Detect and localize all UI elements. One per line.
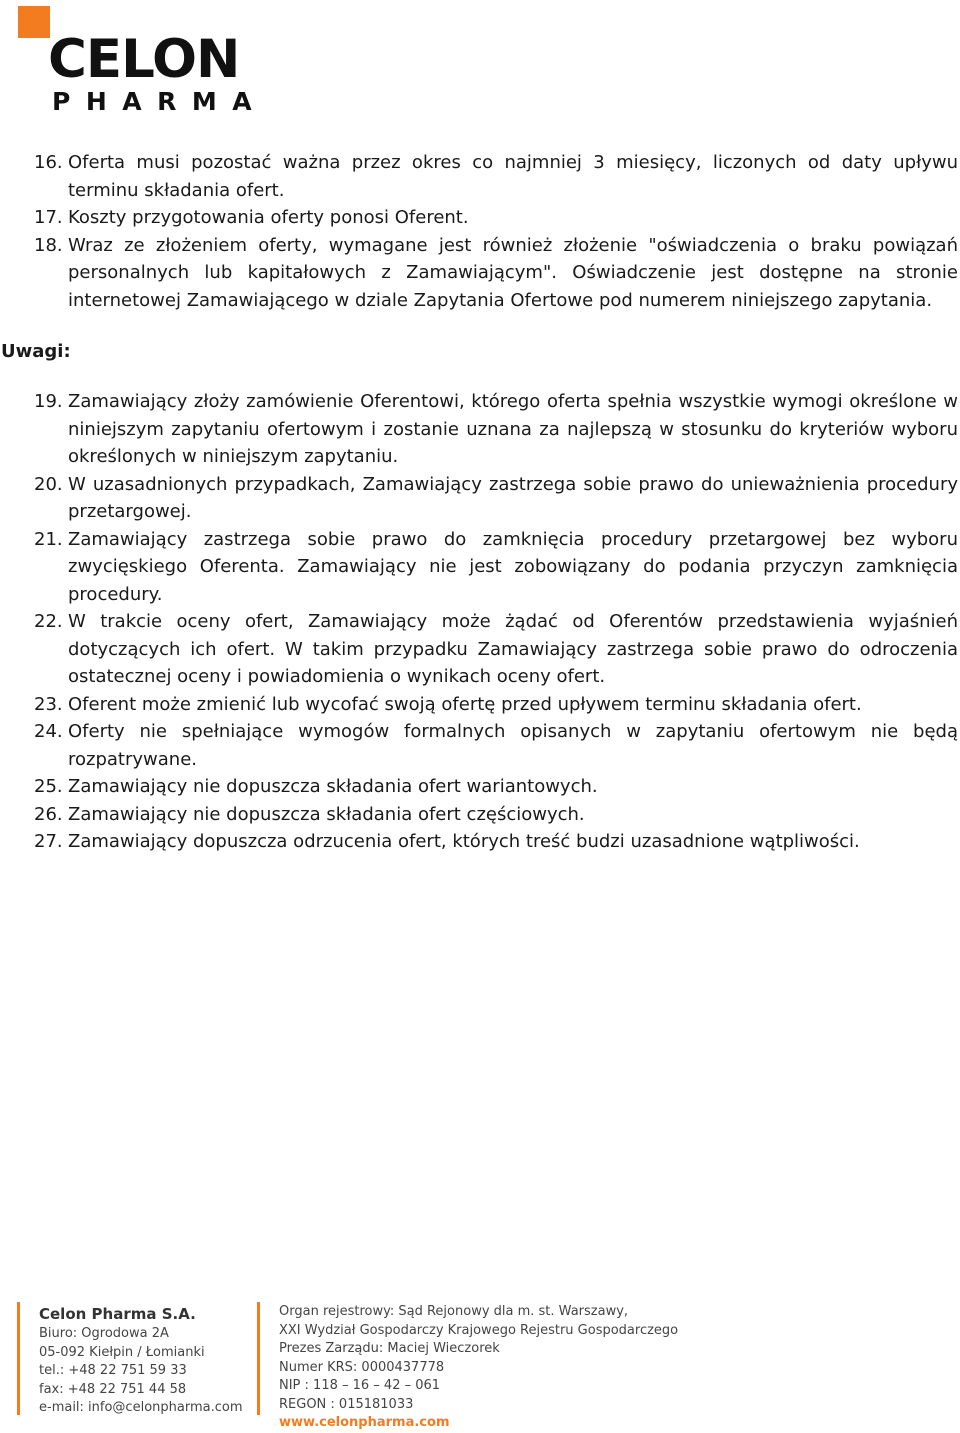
item-text: Zamawiający złoży zamówienie Oferentowi, którego oferta spełnia wszystkie wymogi określone w niniejszym zapytaniu ofertowym i zostanie uznana za najlepszą w stosunku do kryteriów wyboru określonych w niniejszym zapytaniu. (68, 391, 958, 467)
item-number: 24. (34, 721, 63, 742)
list-item (34, 801, 958, 829)
item-number: 26. (34, 803, 63, 825)
item-number: 23. (34, 693, 63, 715)
footer-office: Biuro: Ogrodowa 2A (39, 1326, 169, 1341)
item-text: Zamawiający dopuszcza odrzucenia ofert, których treść budzi uzasadnione wątpliwości. (68, 831, 860, 852)
logo-sub-text: PHARMA (52, 87, 268, 116)
footer-nip: NIP : 118 – 16 – 42 – 061 (279, 1378, 441, 1393)
item-number: 20. (34, 473, 63, 495)
item-text: Zamawiający nie dopuszcza składania ofert wariantowych. (68, 776, 598, 797)
list-item (34, 526, 958, 609)
item-number: 25. (34, 776, 63, 797)
item-text: W uzasadnionych przypadkach, Zamawiający zastrzega sobie prawo do unieważnienia procedury przetargowej. (68, 473, 958, 522)
list-item (34, 828, 958, 856)
list-item (34, 471, 958, 526)
conditions-list-top (34, 149, 958, 314)
section-heading-uwagi: Uwagi: (1, 341, 71, 362)
item-text: Oferta musi pozostać ważna przez okres co najmniej 3 miesięcy, liczonych od daty upływu terminu składania ofert. (68, 152, 958, 201)
list-item (34, 149, 958, 204)
logo-orange-square (18, 6, 50, 38)
footer-registry-info (279, 1303, 678, 1433)
conditions-list-bottom (34, 388, 958, 856)
footer-fax: fax: +48 22 751 44 58 (39, 1381, 187, 1397)
list-item (34, 204, 958, 232)
footer-website-link[interactable]: www.celonpharma.com (279, 1415, 450, 1430)
item-number: 21. (34, 528, 63, 550)
item-number: 16. (34, 152, 63, 173)
item-number: 17. (34, 207, 63, 228)
item-text: Wraz ze złożeniem oferty, wymagane jest również złożenie "oświadczenia o braku powiązań personalnych lub kapitałowych z Zamawiającym". Oświadczenie jest dostępne na stronie internetowej Zamawiającego w dziale Zapytania Ofertowe pod numerem niniejszego zapytania. (68, 234, 958, 311)
item-number: 27. (34, 831, 63, 852)
footer-city: 05-092 Kiełpin / Łomianki (39, 1344, 205, 1360)
footer-phone: tel.: +48 22 751 59 33 (39, 1363, 187, 1378)
footer-divider-left (17, 1302, 20, 1415)
footer-krs: Numer KRS: 0000437778 (279, 1359, 445, 1375)
footer-registry: Organ rejestrowy: Sąd Rejonowy dla m. st. Warszawy, (279, 1304, 629, 1319)
item-text: Zamawiający nie dopuszcza składania ofert częściowych. (68, 803, 585, 825)
logo-brand-text: CELON (48, 29, 240, 90)
footer-ceo: Prezes Zarządu: Maciej Wieczorek (279, 1341, 500, 1356)
item-text: Zamawiający zastrzega sobie prawo do zamknięcia procedury przetargowej bez wyboru zwycięskiego Oferenta. Zamawiający nie jest zobowiązany do podania przyczyn zamknięcia procedury. (68, 528, 958, 605)
item-text: Koszty przygotowania oferty ponosi Oferent. (68, 207, 469, 228)
list-item (34, 232, 958, 315)
list-item (34, 608, 958, 691)
footer-department: XXI Wydział Gospodarczy Krajowego Rejestru Gospodarczego (279, 1322, 679, 1338)
item-text: Oferent może zmienić lub wycofać swoją ofertę przed upływem terminu składania ofert. (68, 693, 862, 715)
item-number: 19. (34, 391, 63, 412)
celon-pharma-logo (18, 6, 268, 116)
list-item (34, 773, 958, 801)
footer-regon: REGON : 015181033 (279, 1396, 414, 1412)
list-item (34, 388, 958, 471)
list-item (34, 718, 958, 773)
footer-company-name: Celon Pharma S.A. (39, 1305, 196, 1323)
item-text: Oferty nie spełniające wymogów formalnych opisanych w zapytaniu ofertowym nie będą rozpatrywane. (68, 721, 958, 770)
footer-company-info (39, 1303, 243, 1418)
footer-divider-right (257, 1302, 260, 1415)
item-number: 18. (34, 234, 63, 256)
item-number: 22. (34, 611, 63, 632)
footer-email: e-mail: info@celonpharma.com (39, 1400, 243, 1415)
list-item (34, 691, 958, 719)
item-text: W trakcie oceny ofert, Zamawiający może żądać od Oferentów przedstawienia wyjaśnień dotyczących ich ofert. W takim przypadku Zamawiający zastrzega sobie prawo do odroczenia ostatecznej oceny i powiadomienia o wynikach oceny ofert. (68, 611, 958, 687)
